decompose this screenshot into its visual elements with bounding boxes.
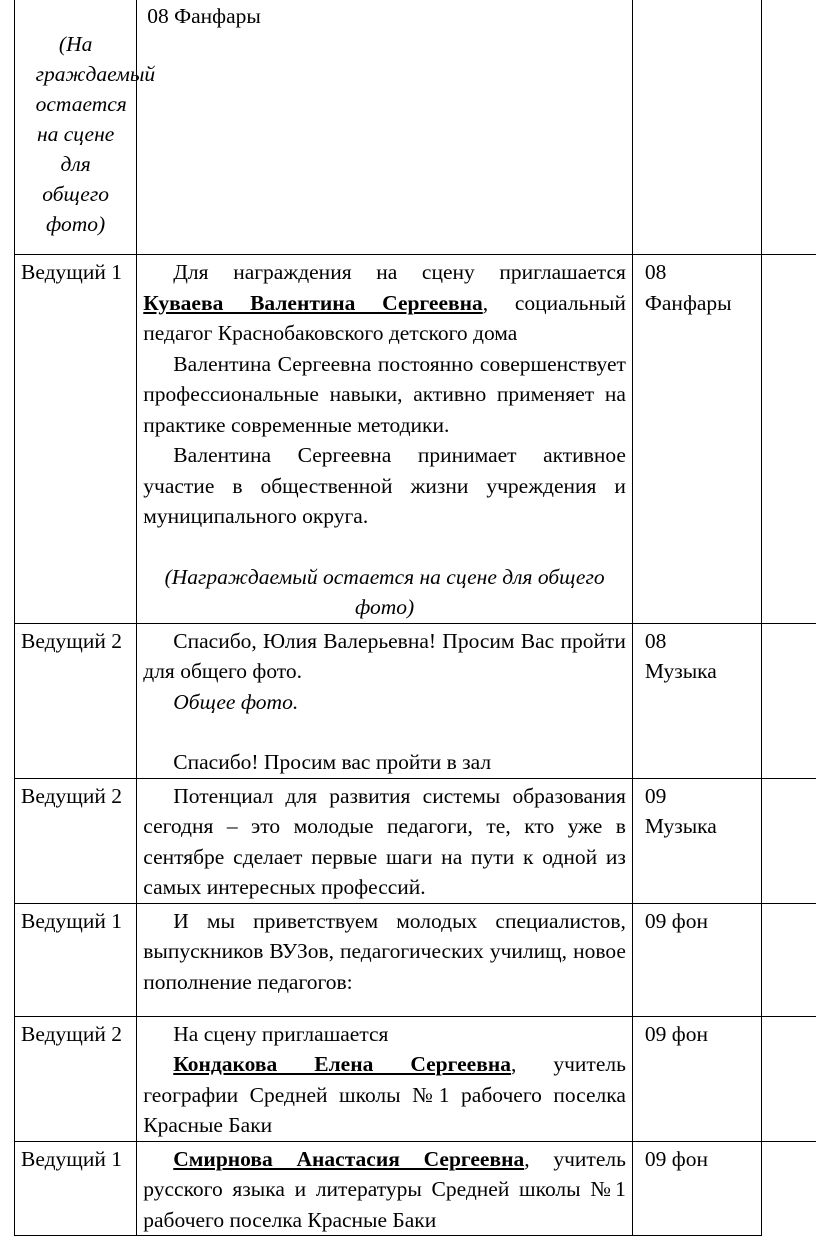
music-cue: 08 Фанфары	[645, 257, 735, 318]
speaker-label: Ведущий 2	[21, 629, 122, 653]
speaker-note-cell	[15, 0, 137, 255]
music-cue: 09 фон	[645, 909, 708, 933]
music-cell	[632, 1016, 761, 1141]
awardee-name: Куваева Валентина Сергеевна	[143, 291, 483, 315]
music-cue: 09 фон	[645, 1147, 708, 1171]
speaker-cell	[15, 778, 137, 903]
stage-note: (На граждаемый остается на сцене для общего фото)	[36, 29, 116, 239]
content-cell	[137, 1141, 633, 1236]
extra-cell	[762, 1141, 816, 1236]
music-cell	[632, 903, 761, 1016]
paragraph: Валентина Сергеевна принимает активное участие в общественной жизни учреждения и муниципального округа.	[143, 440, 626, 532]
cue-text: 08 Фанфары	[143, 1, 626, 32]
extra-cell	[762, 255, 816, 624]
paragraph: Потенциал для развития системы образования сегодня – это молодые педагоги, те, кто уже в сентябре сделает первые шаги на пути к одной из самых интересных профессий.	[143, 781, 626, 903]
content-cell	[137, 623, 633, 778]
speaker-label: Ведущий 1	[21, 1147, 122, 1171]
stage-note: (Награждаемый остается на сцене для общего фото)	[143, 562, 626, 623]
speaker-cell	[15, 1016, 137, 1141]
paragraph: Кондакова Елена Сергеевна, учитель географии Средней школы №1 рабочего поселка Красные Баки	[143, 1049, 626, 1141]
paragraph: Спасибо, Юлия Валерьевна! Просим Вас пройти для общего фото.	[143, 626, 626, 687]
speaker-cell	[15, 1141, 137, 1236]
content-cell	[137, 255, 633, 624]
paragraph: Для награждения на сцену приглашается Куваева Валентина Сергеевна, социальный педагог Краснобаковского детского дома	[143, 257, 626, 349]
paragraph: Спасибо! Просим вас пройти в зал	[143, 747, 626, 778]
speaker-label: Ведущий 2	[21, 784, 122, 808]
content-cell	[137, 903, 633, 1016]
extra-cell	[762, 623, 816, 778]
paragraph: И мы приветствуем молодых специалистов, выпускников ВУЗов, педагогических училищ, новое пополнение педагогов:	[143, 906, 626, 998]
table-row	[15, 903, 816, 1016]
extra-cell	[762, 0, 816, 255]
table-row	[15, 1016, 816, 1141]
table-row	[15, 778, 816, 903]
speaker-label: Ведущий 1	[21, 260, 122, 284]
script-table	[14, 0, 816, 1236]
music-cue: 09 фон	[645, 1022, 708, 1046]
awardee-name: Кондакова Елена Сергеевна	[173, 1052, 511, 1076]
table-row	[15, 623, 816, 778]
speaker-label: Ведущий 2	[21, 1022, 122, 1046]
content-cell	[137, 778, 633, 903]
extra-cell	[762, 903, 816, 1016]
table-row	[15, 1141, 816, 1236]
table-row	[15, 255, 816, 624]
speaker-label: Ведущий 1	[21, 909, 122, 933]
table-row	[15, 0, 816, 255]
music-cell	[632, 0, 761, 255]
paragraph: Валентина Сергеевна постоянно совершенствует профессиональные навыки, активно применяет на практике современные методики.	[143, 349, 626, 441]
content-cell	[137, 0, 633, 255]
speaker-cell	[15, 623, 137, 778]
music-cell	[632, 778, 761, 903]
extra-cell	[762, 1016, 816, 1141]
awardee-name: Смирнова Анастасия Сергеевна	[173, 1147, 524, 1171]
speaker-cell	[15, 255, 137, 624]
music-cue: 08 Музыка	[645, 626, 735, 687]
speaker-cell	[15, 903, 137, 1016]
paragraph: Смирнова Анастасия Сергеевна, учитель русского языка и литературы Средней школы №1 рабочего поселка Красные Баки	[143, 1144, 626, 1236]
content-cell	[137, 1016, 633, 1141]
music-cell	[632, 255, 761, 624]
music-cell	[632, 623, 761, 778]
music-cue: 09 Музыка	[645, 781, 735, 842]
music-cell	[632, 1141, 761, 1236]
paragraph: На сцену приглашается	[143, 1019, 626, 1050]
paragraph: Общее фото.	[143, 687, 626, 718]
extra-cell	[762, 778, 816, 903]
